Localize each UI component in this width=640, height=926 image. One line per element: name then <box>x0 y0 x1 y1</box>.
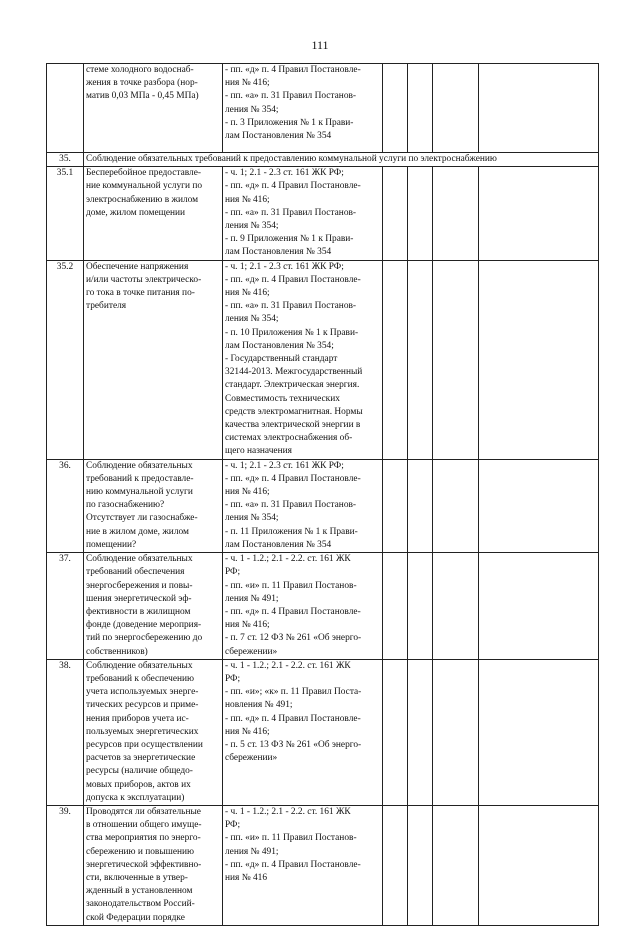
requirement-line: ресурсы (наличие общедо- <box>86 766 193 777</box>
requirement-line: энергетической эффективно- <box>86 859 202 870</box>
requirement-line: Соблюдение обязательных <box>86 660 193 671</box>
requirement-line: расчетов за энергетические <box>86 753 196 764</box>
page-number: 111 <box>311 38 329 52</box>
legal-reference-line: ния № 416; <box>225 288 270 299</box>
legal-reference-line: новления № 491; <box>225 700 293 711</box>
legal-reference-line: стандарт. Электрическая энергия. <box>225 380 360 391</box>
requirement-line: нию коммунальной услуги <box>86 487 193 498</box>
table-row <box>47 64 599 153</box>
notes-cell[interactable] <box>479 805 599 925</box>
notes-cell[interactable] <box>479 553 599 660</box>
requirement-line: Соблюдение обязательных <box>86 554 193 565</box>
legal-reference-line: - пп. «д» п. 4 Правил Постановле- <box>225 859 361 870</box>
requirement-line: и/или частоты электрическо- <box>86 274 202 285</box>
legal-reference-line: ния № 416; <box>225 194 270 205</box>
answer-yes-cell[interactable] <box>383 805 408 925</box>
table-row <box>47 167 599 260</box>
legal-reference-line: щего назначения <box>225 446 292 457</box>
row-number: 35. <box>47 153 84 167</box>
legal-reference-cell <box>223 459 383 552</box>
requirement-cell <box>84 553 223 660</box>
answer-no-cell[interactable] <box>408 553 433 660</box>
requirement-line: требований к обеспечению <box>86 673 195 684</box>
legal-reference-line: ления № 354; <box>225 314 279 325</box>
answer-no-cell[interactable] <box>408 64 433 153</box>
legal-reference-line: качества электрической энергии в <box>225 420 361 431</box>
not-applicable-cell[interactable] <box>433 260 479 459</box>
row-number: 38. <box>47 659 84 805</box>
legal-reference-line: - пп. «а» п. 31 Правил Постанов- <box>225 207 357 218</box>
row-number <box>47 64 84 153</box>
requirement-line: доме, жилом помещении <box>86 207 186 218</box>
answer-no-cell[interactable] <box>408 167 433 260</box>
legal-reference-line: средств электромагнитная. Нормы <box>225 406 363 417</box>
legal-reference-line: ния № 416; <box>225 78 270 89</box>
not-applicable-cell[interactable] <box>433 64 479 153</box>
legal-reference-line: - Государственный стандарт <box>225 354 338 365</box>
legal-reference-line: - п. 7 ст. 12 ФЗ № 261 «Об энерго- <box>225 633 362 644</box>
table-row <box>47 553 599 660</box>
not-applicable-cell[interactable] <box>433 805 479 925</box>
requirement-line: шения энергетической эф- <box>86 593 192 604</box>
legal-reference-line: - ч. 1 - 1.2.; 2.1 - 2.2. ст. 161 ЖК <box>225 554 351 565</box>
requirement-line: пользуемых энергетических <box>86 726 199 737</box>
legal-reference-line: 32144-2013. Межгосударственный <box>225 367 363 378</box>
legal-reference-line: - пп. «и» п. 11 Правил Постанов- <box>225 580 357 591</box>
legal-reference-line: РФ; <box>225 567 241 578</box>
requirement-line: ской Федерации порядке <box>86 912 185 923</box>
requirement-line: Отсутствует ли газоснабже- <box>86 513 198 524</box>
notes-cell[interactable] <box>479 167 599 260</box>
requirement-line: по газоснабжению? <box>86 500 165 511</box>
answer-yes-cell[interactable] <box>383 64 408 153</box>
legal-reference-line: - пп. «д» п. 4 Правил Постановле- <box>225 473 361 484</box>
legal-reference-line: - пп. «д» п. 4 Правил Постановле- <box>225 181 361 192</box>
requirement-line: допуска к эксплуатации) <box>86 792 185 803</box>
requirement-line: требителя <box>86 301 127 312</box>
requirement-cell <box>84 64 223 153</box>
legal-reference-line: - п. 9 Приложения № 1 к Прави- <box>225 234 354 245</box>
legal-reference-line: лам Постановления № 354 <box>225 247 332 258</box>
legal-reference-line: - пп. «а» п. 31 Правил Постанов- <box>225 500 357 511</box>
requirement-line: сти, включенные в утвер- <box>86 872 188 883</box>
requirement-line: матив 0,03 МПа - 0,45 МПа) <box>86 91 199 102</box>
row-number: 39. <box>47 805 84 925</box>
requirement-line: в отношении общего имуще- <box>86 820 202 831</box>
legal-reference-line: - пп. «и» п. 11 Правил Постанов- <box>225 833 357 844</box>
section-title: Соблюдение обязательных требований к предоставлению коммунальной услуги по электроснабжению <box>84 153 599 167</box>
legal-reference-line: лам Постановления № 354 <box>225 131 332 142</box>
legal-reference-cell <box>223 659 383 805</box>
legal-reference-line: - ч. 1; 2.1 - 2.3 ст. 161 ЖК РФ; <box>225 168 344 179</box>
section-row <box>47 153 599 167</box>
requirement-line: фонде (доведение мероприя- <box>86 620 202 631</box>
legal-reference-cell <box>223 553 383 660</box>
answer-yes-cell[interactable] <box>383 167 408 260</box>
legal-reference-line: - п. 5 ст. 13 ФЗ № 261 «Об энерго- <box>225 739 362 750</box>
requirement-line: Соблюдение обязательных <box>86 460 193 471</box>
requirement-line: собственников) <box>86 646 148 657</box>
legal-reference-line: системах электроснабжения об- <box>225 433 353 444</box>
legal-reference-line: - пп. «д» п. 4 Правил Постановле- <box>225 65 361 75</box>
not-applicable-cell[interactable] <box>433 167 479 260</box>
requirement-cell <box>84 659 223 805</box>
legal-reference-line: ления № 491; <box>225 593 279 604</box>
legal-reference-line: - пп. «д» п. 4 Правил Постановле- <box>225 713 361 724</box>
notes-cell[interactable] <box>479 659 599 805</box>
not-applicable-cell[interactable] <box>433 553 479 660</box>
legal-reference-line: - п. 10 Приложения № 1 к Прави- <box>225 327 359 338</box>
legal-reference-line: - ч. 1 - 1.2.; 2.1 - 2.2. ст. 161 ЖК <box>225 660 351 671</box>
legal-reference-line: - пп. «а» п. 31 Правил Постанов- <box>225 301 357 312</box>
row-number: 37. <box>47 553 84 660</box>
requirement-line: мовых приборов, актов их <box>86 779 191 790</box>
answer-yes-cell[interactable] <box>383 459 408 552</box>
requirement-line: ние в жилом доме, жилом <box>86 526 189 537</box>
requirement-line: энергосбережения и повы- <box>86 580 193 591</box>
legal-reference-cell <box>223 260 383 459</box>
table-row <box>47 459 599 552</box>
legal-reference-line: ления № 354; <box>225 104 279 115</box>
answer-no-cell[interactable] <box>408 659 433 805</box>
requirement-cell <box>84 805 223 925</box>
answer-no-cell[interactable] <box>408 260 433 459</box>
legal-reference-line: - пп. «и»; «к» п. 11 Правил Поста- <box>225 687 362 698</box>
requirement-line: сбережению и повышению <box>86 846 195 857</box>
legal-reference-line: РФ; <box>225 673 241 684</box>
legal-reference-line: ния № 416; <box>225 620 270 631</box>
requirement-line: тических ресурсов и приме- <box>86 700 199 711</box>
legal-reference-line: - п. 11 Приложения № 1 к Прави- <box>225 526 358 537</box>
requirement-line: фективности в жилищном <box>86 606 191 617</box>
row-number: 36. <box>47 459 84 552</box>
requirement-cell <box>84 260 223 459</box>
notes-cell[interactable] <box>479 64 599 153</box>
legal-reference-line: ления № 354; <box>225 221 279 232</box>
requirement-line: ние коммунальной услуги по <box>86 181 203 192</box>
requirement-line: нения приборов учета ис- <box>86 713 189 724</box>
legal-reference-line: ния № 416; <box>225 726 270 737</box>
requirement-line: электроснабжению в жилом <box>86 194 199 205</box>
requirement-line: требований обеспечения <box>86 567 185 578</box>
requirement-line: стеме холодного водоснаб- <box>86 65 194 75</box>
requirement-line: ресурсов при осуществлении <box>86 739 203 750</box>
answer-yes-cell[interactable] <box>383 659 408 805</box>
legal-reference-line: сбережении» <box>225 646 278 657</box>
answer-no-cell[interactable] <box>408 805 433 925</box>
legal-reference-cell <box>223 167 383 260</box>
requirement-line: Бесперебойное предоставле- <box>86 168 201 179</box>
legal-reference-line: - ч. 1 - 1.2.; 2.1 - 2.2. ст. 161 ЖК <box>225 806 351 817</box>
requirement-line: требований к предоставле- <box>86 473 194 484</box>
requirement-cell <box>84 167 223 260</box>
notes-cell[interactable] <box>479 260 599 459</box>
legal-reference-line: - пп. «д» п. 4 Правил Постановле- <box>225 606 361 617</box>
table-row <box>47 260 599 459</box>
legal-reference-line: - ч. 1; 2.1 - 2.3 ст. 161 ЖК РФ; <box>225 460 344 471</box>
requirement-line: учета используемых энерге- <box>86 687 199 698</box>
table-row <box>47 805 599 925</box>
requirement-line: тий по энергосбережению до <box>86 633 203 644</box>
legal-reference-line: ния № 416 <box>225 872 268 883</box>
legal-reference-line: ления № 354; <box>225 513 279 524</box>
legal-reference-line: Совместимость технических <box>225 393 340 404</box>
requirement-line: помещении? <box>86 539 137 550</box>
requirement-line: законодательством Россий- <box>86 899 195 910</box>
checklist-table <box>46 63 599 926</box>
table-row <box>47 659 599 805</box>
legal-reference-line: - пп. «д» п. 4 Правил Постановле- <box>225 274 361 285</box>
legal-reference-line: РФ; <box>225 820 241 831</box>
requirement-line: Проводятся ли обязательные <box>86 806 201 817</box>
requirement-line: го тока в точке питания по- <box>86 288 195 299</box>
legal-reference-line: - п. 3 Приложения № 1 к Прави- <box>225 117 354 128</box>
answer-yes-cell[interactable] <box>383 553 408 660</box>
legal-reference-line: - ч. 1; 2.1 - 2.3 ст. 161 ЖК РФ; <box>225 261 344 272</box>
requirement-line: жденный в установленном <box>86 886 193 897</box>
not-applicable-cell[interactable] <box>433 459 479 552</box>
legal-reference-line: ления № 491; <box>225 846 279 857</box>
legal-reference-line: лам Постановления № 354; <box>225 340 334 351</box>
legal-reference-line: лам Постановления № 354 <box>225 539 332 550</box>
requirement-cell <box>84 459 223 552</box>
requirement-line: ства мероприятия по энерго- <box>86 833 201 844</box>
legal-reference-line: - пп. «а» п. 31 Правил Постанов- <box>225 91 357 102</box>
requirement-line: Обеспечение напряжения <box>86 261 189 272</box>
row-number: 35.1 <box>47 167 84 260</box>
legal-reference-line: сбережении» <box>225 753 278 764</box>
legal-reference-line: ния № 416; <box>225 487 270 498</box>
legal-reference-cell <box>223 64 383 153</box>
answer-yes-cell[interactable] <box>383 260 408 459</box>
answer-no-cell[interactable] <box>408 459 433 552</box>
requirement-line: жения в точке разбора (нор- <box>86 78 198 89</box>
row-number: 35.2 <box>47 260 84 459</box>
not-applicable-cell[interactable] <box>433 659 479 805</box>
legal-reference-cell <box>223 805 383 925</box>
notes-cell[interactable] <box>479 459 599 552</box>
